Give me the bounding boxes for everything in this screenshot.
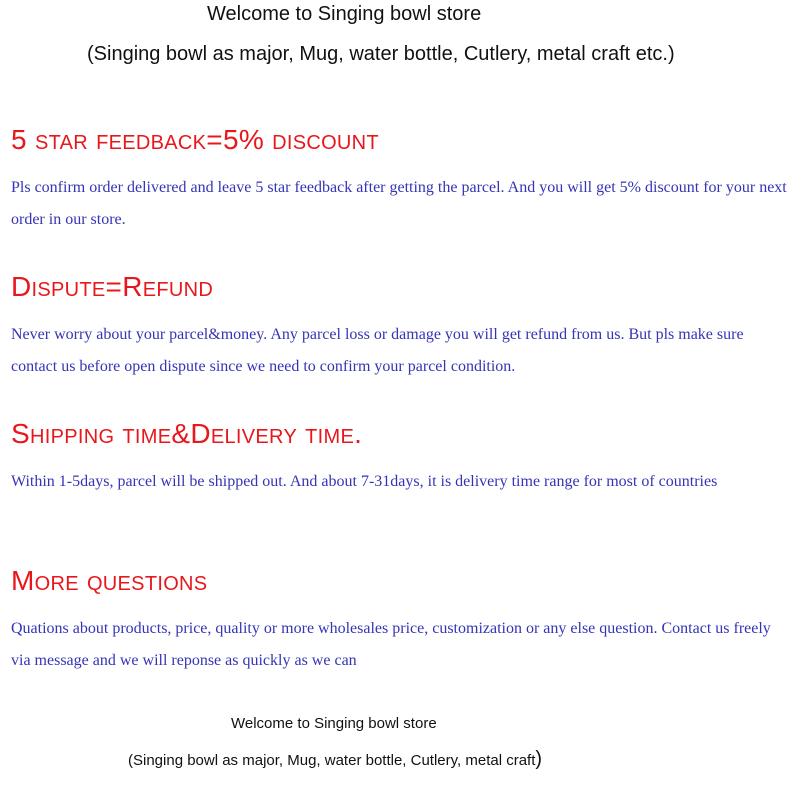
- feedback-discount-body: Pls confirm order delivered and leave 5 star feedback after getting the parcel. And you will get 5% discount for your next order in our store.: [11, 179, 787, 228]
- more-questions-body: Quations about products, price, quality or more wholesales price, customization or any else question. Contact us freely via message and we will reponse as quickly as we can: [11, 620, 771, 669]
- bottom-tagline-close-paren: ): [535, 748, 543, 770]
- top-tagline-text: (Singing bowl as major, Mug, water bottle, Cutlery, metal craft etc.): [87, 43, 675, 65]
- feedback-discount-heading: 5 star feedback=5% discount: [11, 124, 379, 155]
- more-questions-heading: More questions: [11, 565, 208, 596]
- bottom-tagline-main: (Singing bowl as major, Mug, water bottle, Cutlery, metal craft: [128, 752, 536, 769]
- dispute-refund-body: Never worry about your parcel&money. Any parcel loss or damage you will get refund from us. But pls make sure contact us before open dispute since we need to confirm your parcel condition.: [11, 326, 744, 375]
- top-welcome-text: Welcome to Singing bowl store: [207, 3, 482, 25]
- bottom-welcome-text: Welcome to Singing bowl store: [231, 715, 437, 732]
- dispute-refund-heading: Dispute=Refund: [11, 271, 214, 302]
- bottom-tagline-text: [128, 748, 542, 772]
- shipping-delivery-heading: Shipping time&Delivery time.: [11, 418, 363, 449]
- shipping-delivery-body: Within 1-5days, parcel will be shipped out. And about 7-31days, it is delivery time range for most of countries: [11, 473, 718, 490]
